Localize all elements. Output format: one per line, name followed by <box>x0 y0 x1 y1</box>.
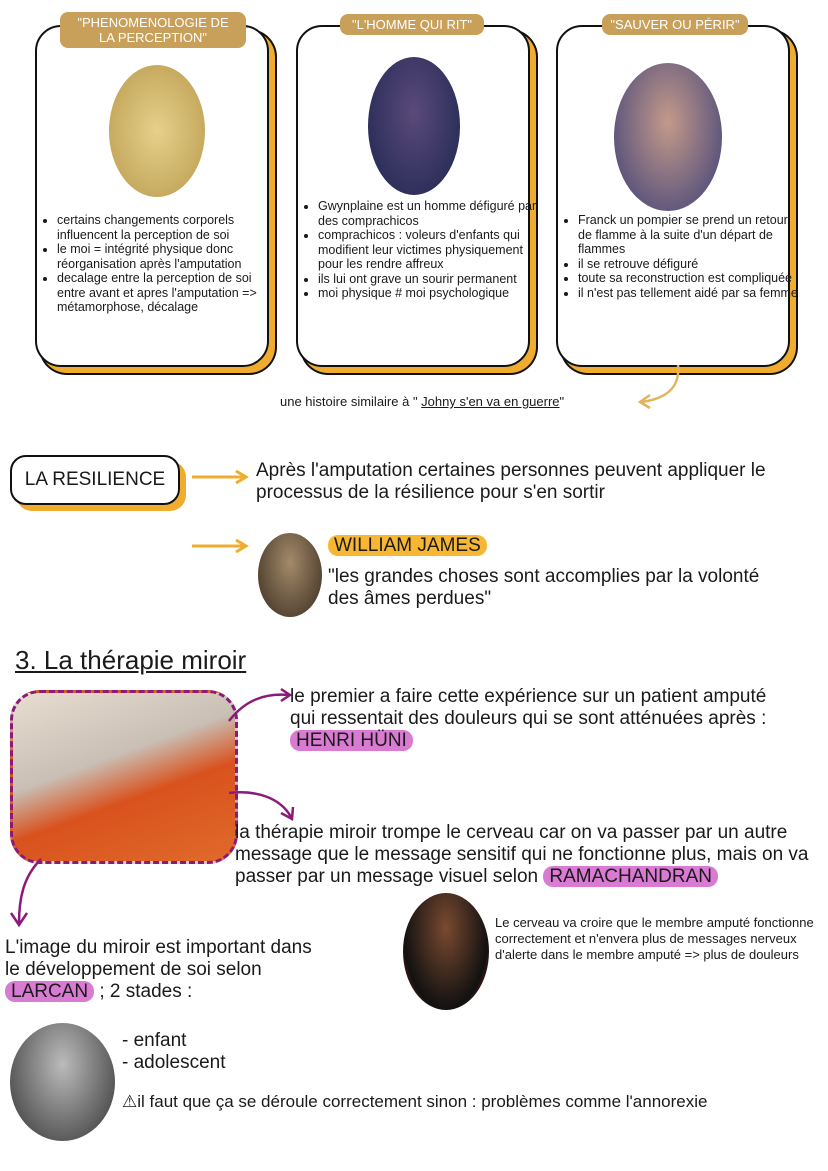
card-title: "L'HOMME QUI RIT" <box>340 14 484 35</box>
list-item: • le moi = intégrité physique donc réorganisation après l'amputation <box>57 242 275 271</box>
list-item: • Gwynplaine est un homme défiguré par des comprachicos <box>318 199 540 228</box>
list-item: • il n'est pas tellement aidé par sa femme <box>578 286 800 301</box>
arrow-right-icon <box>225 785 300 825</box>
list-item: • toute sa reconstruction est compliquée <box>578 271 800 286</box>
list-item: • decalage entre la perception de soi entre avant et apres l'amputation => métamorphose, décalage <box>57 271 275 315</box>
bullet-list <box>562 213 800 300</box>
movie-poster-image <box>614 63 722 211</box>
stages-list <box>122 1030 226 1074</box>
card-phenomenologie <box>35 25 269 367</box>
card-sauver-ou-perir <box>556 25 798 367</box>
paragraph-first-experiment <box>290 686 790 752</box>
paragraph-mirror-trick <box>235 822 815 888</box>
mirror-therapy-photo <box>10 690 238 864</box>
section-title: 3. La thérapie miroir <box>15 645 247 675</box>
warning-icon: ⚠ <box>122 1092 138 1111</box>
book-cover-image <box>109 65 205 197</box>
list-item: • il se retrouve défiguré <box>578 257 800 272</box>
reference-link: Johny s'en va en guerre <box>421 394 560 409</box>
william-james-portrait <box>258 533 322 617</box>
list-item: • Franck un pompier se prend un retour de flamme à la suite d'un départ de flammes <box>578 213 800 257</box>
note-text: une histoire similaire à " <box>280 394 422 409</box>
larcan-highlight: LARCAN <box>5 981 94 1002</box>
list-item: • ils lui ont grave un sourir permanent <box>318 272 540 287</box>
note-text: " <box>559 394 565 409</box>
card-title: "PHENOMENOLOGIE DE LA PERCEPTION" <box>60 12 246 48</box>
paragraph-text: la thérapie miroir trompe le cerveau car on va passer par un autre message que le message sensitif qui ne fonctionne plus, mais on va passer par un message visuel selon <box>235 822 809 887</box>
paragraph-text: L'image du miroir est important dans le développement de soi selon <box>5 937 312 980</box>
ramachandran-portrait <box>403 893 489 1010</box>
quote: "les grandes choses sont accomplies par la volonté des âmes perdues" <box>328 566 760 609</box>
similar-story-note <box>280 394 564 409</box>
arrow-right-icon <box>190 468 250 486</box>
warning-text: il faut que ça se déroule correctement sinon : problèmes comme l'annorexie <box>137 1092 708 1111</box>
resilience-text: Après l'amputation certaines personnes peuvent appliquer le processus de la résilience pour s'en sortir <box>256 460 766 503</box>
card-lhomme-qui-rit <box>296 25 537 367</box>
paragraph-text: ; 2 stades : <box>94 981 193 1002</box>
curved-arrow-icon <box>630 360 690 415</box>
list-item: • moi physique # moi psychologique <box>318 286 540 301</box>
card-title: "SAUVER OU PÉRIR" <box>602 14 748 35</box>
brain-explanation: Le cerveau va croire que le membre amputé fonctionne correctement et n'envera plus de messages nerveux d'alerte dans le membre amputé => plus de douleurs <box>495 915 814 962</box>
paragraph-larcan <box>5 937 325 1003</box>
paragraph-text: le premier a faire cette expérience sur un patient amputé qui ressentait des douleurs qui se sont atténuées après : <box>290 686 767 729</box>
movie-poster-image <box>368 57 460 195</box>
stage-item: - adolescent <box>122 1052 226 1073</box>
arrow-down-icon <box>5 855 45 930</box>
henri-huni-highlight: HENRI HÜNI <box>290 730 413 751</box>
list-item: • comprachicos : voleurs d'enfants qui modifient leur victimes physiquement pour les rendre affreux <box>318 228 540 272</box>
arrow-right-icon <box>225 685 295 725</box>
stage-item: - enfant <box>122 1030 187 1051</box>
list-item: • certains changements corporels influencent la perception de soi <box>57 213 275 242</box>
bullet-list <box>41 213 275 315</box>
larcan-portrait <box>10 1023 115 1141</box>
warning-note <box>122 1092 707 1112</box>
ramachandran-highlight: RAMACHANDRAN <box>543 866 718 887</box>
arrow-right-icon <box>190 537 250 555</box>
author-highlight: WILLIAM JAMES <box>328 535 487 556</box>
bullet-list <box>302 199 540 301</box>
author-name <box>328 535 487 557</box>
resilience-label: LA RESILIENCE <box>10 455 180 505</box>
